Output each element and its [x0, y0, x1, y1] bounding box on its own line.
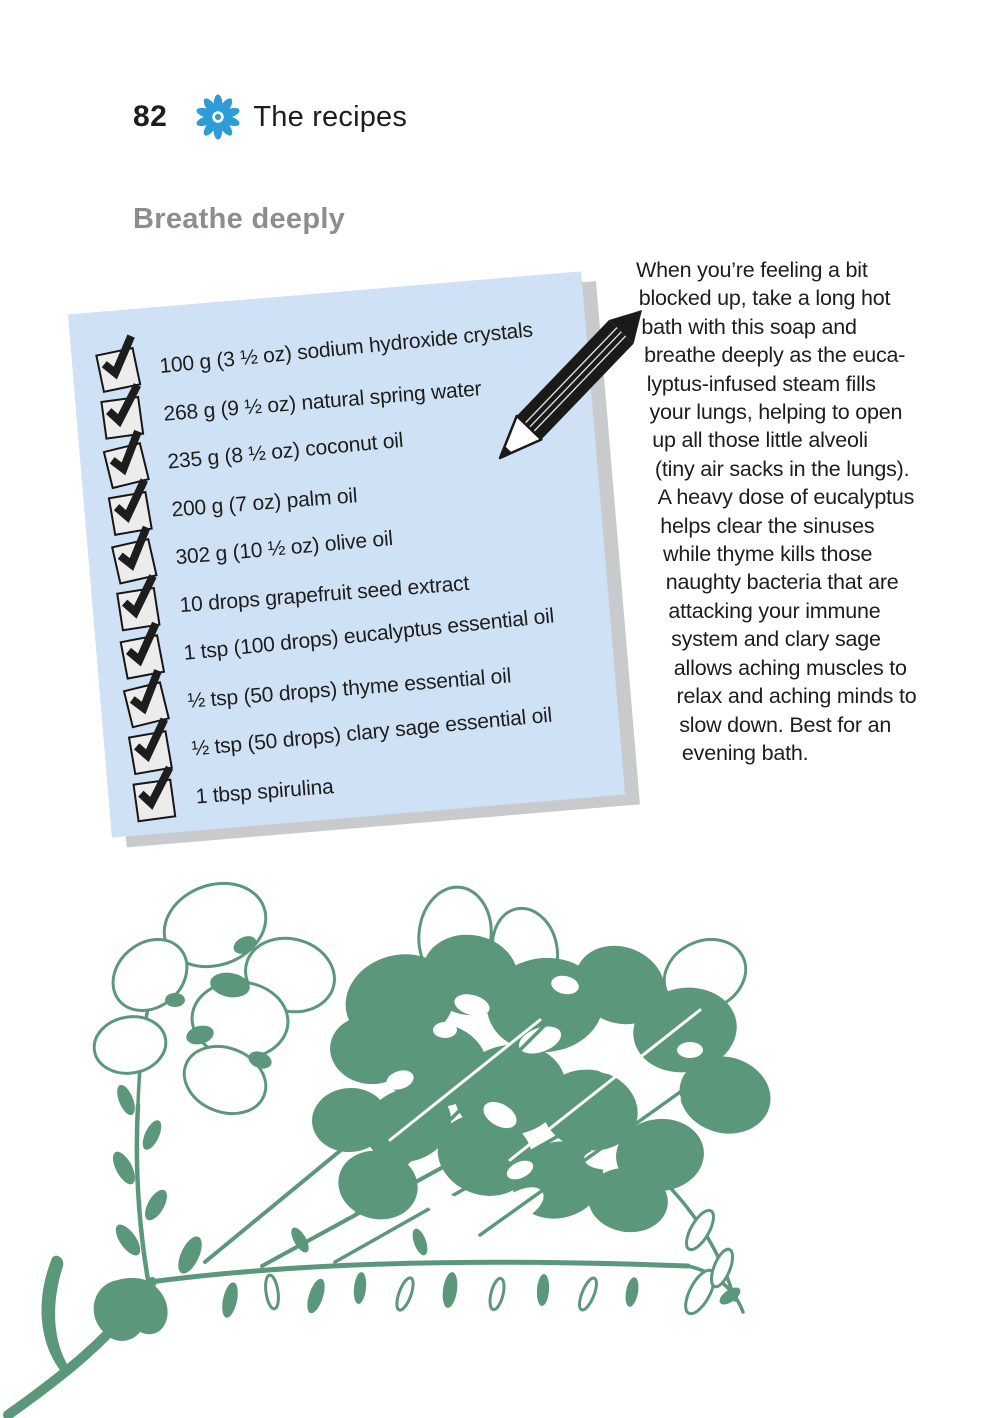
ingredient-text: 10 drops grapefruit seed extract [178, 571, 470, 617]
eucalyptus-illustration [0, 858, 1000, 1418]
ingredient-text: 100 g (3 ½ oz) sodium hydroxide crystals [158, 317, 534, 378]
page-header [133, 94, 407, 140]
description-line: up all those little alveoli [652, 428, 868, 453]
ingredient-text: 268 g (9 ½ oz) natural spring water [162, 376, 483, 426]
description-line: bath with this soap and [641, 314, 857, 339]
ingredient-text: ½ tsp (50 drops) thyme essential oil [186, 663, 512, 713]
recipe-description [636, 256, 996, 767]
ingredient-text: 235 g (8 ½ oz) coconut oil [166, 428, 405, 474]
description-line: attacking your immune [668, 598, 881, 623]
description-line: slow down. Best for an [679, 712, 892, 737]
description-line: (tiny air sacks in the lungs). [654, 456, 910, 481]
description-line: your lungs, helping to open [649, 400, 903, 425]
page-number: 82 [133, 100, 168, 133]
description-line: When you’re feeling a bit [636, 258, 868, 282]
ingredient-text: 200 g (7 oz) palm oil [170, 483, 359, 521]
description-line: while thyme kills those [663, 542, 873, 567]
description-line: evening bath. [681, 740, 809, 765]
description-line: breathe deeply as the euca- [644, 343, 906, 368]
ingredient-text: ½ tsp (50 drops) clary sage essential oil [190, 703, 553, 761]
description-line: A heavy dose of eucalyptus [657, 485, 915, 510]
checklist-item [133, 766, 335, 822]
checked-checkbox-icon [132, 778, 176, 822]
section-title: The recipes [253, 100, 408, 133]
ingredient-text: 302 g (10 ½ oz) olive oil [174, 526, 394, 569]
ingredient-text: 1 tbsp spirulina [194, 774, 335, 808]
description-line: naughty bacteria that are [665, 570, 899, 595]
description-line: allows aching muscles to [673, 655, 907, 680]
recipe-title: Breathe deeply [133, 203, 346, 235]
description-line: helps clear the sinuses [660, 513, 875, 538]
flower-icon [195, 94, 241, 140]
description-line: lyptus-infused steam fills [646, 371, 876, 396]
pencil-icon [470, 300, 670, 470]
description-line: relax and aching minds to [676, 684, 917, 709]
ingredient-text: 1 tsp (100 drops) eucalyptus essential oil [182, 603, 556, 665]
description-line: blocked up, take a long hot [638, 286, 891, 311]
description-line: system and clary sage [671, 627, 881, 652]
